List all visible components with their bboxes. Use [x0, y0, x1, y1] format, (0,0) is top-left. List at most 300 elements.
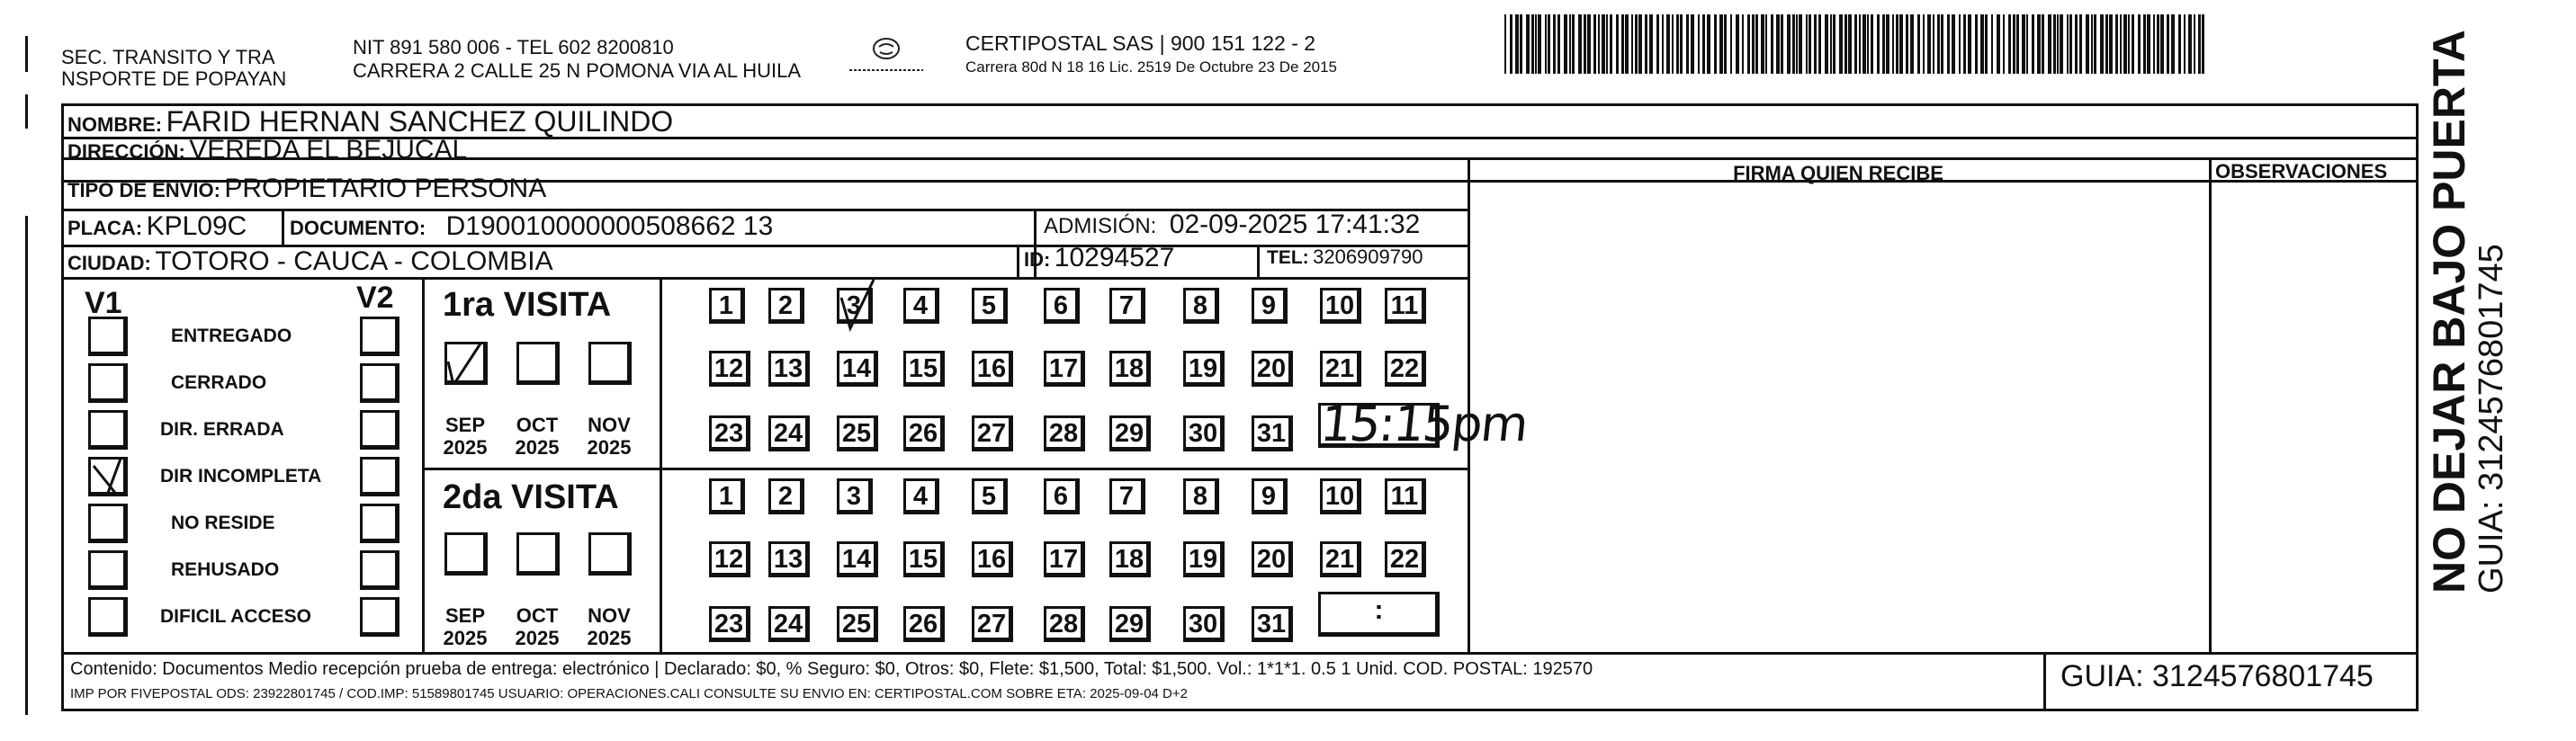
day-1[interactable]: 1 — [709, 288, 745, 324]
barcode-bar — [1707, 14, 1710, 74]
barcode-bar — [2105, 14, 2108, 74]
barcode-bar — [1672, 14, 1674, 74]
v2-checkbox[interactable] — [360, 597, 399, 637]
barcode-bar — [1680, 14, 1683, 74]
barcode-bar — [1882, 14, 1885, 74]
v1-checkbox[interactable] — [88, 504, 128, 543]
barcode-bar — [1714, 14, 1717, 74]
col-line — [2043, 652, 2046, 711]
row-line — [61, 652, 2419, 655]
day-25[interactable]: 25 — [837, 415, 878, 451]
barcode-bar — [1676, 14, 1679, 74]
barcode-bar — [2157, 14, 2159, 74]
admision-value: 02-09-2025 17:41:32 — [1169, 210, 1421, 239]
barcode-bar — [2037, 14, 2041, 74]
barcode-bar — [2086, 14, 2089, 74]
month-label: OCT 2025 — [515, 414, 560, 459]
placa-value: KPL09C — [146, 211, 247, 241]
day-8[interactable]: 8 — [1183, 288, 1219, 324]
barcode-bar — [1859, 14, 1861, 74]
barcode-bar — [1598, 14, 1600, 74]
day-6[interactable]: 6 — [1044, 288, 1080, 324]
day-28[interactable]: 28 — [1044, 415, 1085, 451]
ciudad-label: CIUDAD: — [67, 252, 151, 274]
day-19[interactable]: 19 — [1183, 541, 1225, 577]
barcode-bar — [1927, 14, 1931, 74]
barcode-bar — [2109, 14, 2113, 74]
v2-checkbox[interactable] — [360, 363, 399, 403]
barcode-bar — [1765, 14, 1767, 74]
barcode-bar — [1771, 14, 1773, 74]
day-21[interactable]: 21 — [1320, 541, 1361, 577]
barcode-bar — [1686, 14, 1689, 74]
barcode-bar — [1736, 14, 1739, 74]
barcode-bar — [1557, 14, 1560, 74]
barcode-bar — [2100, 14, 2104, 74]
barcode-bar — [2067, 14, 2069, 74]
barcode-bar — [1886, 14, 1889, 74]
barcode-bar — [2008, 14, 2011, 74]
barcode-bar — [2091, 14, 2093, 74]
v2-checkbox[interactable] — [360, 504, 399, 543]
barcode-bar — [2188, 14, 2192, 74]
barcode-bar — [2026, 14, 2028, 74]
v2-checkbox[interactable] — [360, 457, 399, 496]
documento-value: D190010000000508662 13 — [445, 211, 774, 241]
left-edge-mark — [25, 36, 28, 72]
v1-checkbox[interactable] — [88, 597, 128, 637]
direccion-label: DIRECCIÓN: — [67, 140, 185, 163]
barcode-bar — [1862, 14, 1866, 74]
col-line — [1017, 245, 1019, 277]
col-line — [660, 277, 662, 652]
v2-label: V2 — [356, 281, 394, 315]
barcode-bar — [2075, 14, 2078, 74]
tel-value: 3206909790 — [1313, 246, 1423, 268]
day-7[interactable]: 7 — [1109, 478, 1145, 514]
day-13[interactable]: 13 — [768, 541, 810, 577]
barcode-bar — [1997, 14, 2000, 74]
day-3[interactable]: 3 — [837, 288, 873, 324]
barcode-bar — [2032, 14, 2034, 74]
day-6[interactable]: 6 — [1044, 478, 1080, 514]
barcode-bar — [2198, 14, 2201, 74]
day-2[interactable]: 2 — [768, 288, 804, 324]
month-label: OCT 2025 — [515, 604, 560, 649]
footer-guia: GUIA: 3124576801745 — [2060, 659, 2374, 693]
col-line — [1257, 245, 1260, 277]
barcode-bar — [2138, 14, 2141, 74]
barcode-bar — [1635, 14, 1638, 74]
day-24[interactable]: 24 — [768, 606, 810, 642]
barcode-bar — [1698, 14, 1700, 74]
barcode-bar — [1818, 14, 1821, 74]
v2-checkbox[interactable] — [360, 410, 399, 450]
tel-label: TEL: — [1267, 247, 1309, 268]
first-visit-title: 1ra VISITA — [443, 286, 612, 324]
month-checkbox-oct[interactable] — [516, 342, 560, 385]
admision-row — [1044, 210, 1420, 240]
barcode-bar — [1952, 14, 1955, 74]
barcode-bar — [1742, 14, 1744, 74]
barcode-bar — [1666, 14, 1670, 74]
barcode-bar — [1578, 14, 1582, 74]
day-2[interactable]: 2 — [768, 478, 804, 514]
barcode-bar — [2128, 14, 2130, 74]
day-31[interactable]: 31 — [1252, 415, 1293, 451]
barcode-bar — [1899, 14, 1903, 74]
day-23[interactable]: 23 — [709, 606, 750, 642]
barcode-bar — [1848, 14, 1852, 74]
v1-checkbox[interactable] — [88, 317, 128, 356]
left-edge-mark — [25, 216, 28, 715]
v1-checkbox[interactable] — [88, 410, 128, 450]
id-row — [1024, 243, 1174, 273]
v2-checkbox[interactable] — [360, 317, 399, 356]
admision-label: ADMISIÓN: — [1044, 214, 1157, 238]
barcode-bar — [2132, 14, 2134, 74]
direccion-row — [67, 135, 467, 165]
barcode-bar — [1593, 14, 1596, 74]
day-20[interactable]: 20 — [1252, 351, 1293, 387]
day-28[interactable]: 28 — [1044, 606, 1085, 642]
barcode-bar — [1691, 14, 1694, 74]
carrier-logo — [846, 34, 927, 81]
barcode-bar — [1792, 14, 1795, 74]
barcode-bar — [2022, 14, 2025, 74]
barcode-bar — [1896, 14, 1898, 74]
day-8[interactable]: 8 — [1183, 478, 1219, 514]
month-label: SEP 2025 — [443, 604, 488, 649]
id-label: ID: — [1024, 248, 1051, 271]
day-20[interactable]: 20 — [1252, 541, 1293, 577]
day-7[interactable]: 7 — [1109, 288, 1145, 324]
barcode-bar — [1947, 14, 1950, 74]
day-11[interactable]: 11 — [1385, 478, 1426, 514]
barcode-bar — [1621, 14, 1624, 74]
day-10[interactable]: 10 — [1320, 288, 1361, 324]
barcode-bar — [1923, 14, 1925, 74]
day-25[interactable]: 25 — [837, 606, 878, 642]
barcode-bar — [1867, 14, 1869, 74]
barcode-bar — [1548, 14, 1550, 74]
day-26[interactable]: 26 — [903, 415, 945, 451]
barcode-bar — [1839, 14, 1843, 74]
barcode-bar — [1906, 14, 1908, 74]
barcode-bar — [1975, 14, 1978, 74]
side-guia: GUIA: 3124576801745 — [2473, 244, 2510, 594]
barcode-bar — [1747, 14, 1750, 74]
barcode-bar — [1610, 14, 1612, 74]
direccion-value: VEREDA EL BEJUCAL — [189, 135, 468, 165]
barcode-bar — [1649, 14, 1653, 74]
month-checkbox-nov[interactable] — [588, 532, 632, 576]
barcode-bar — [1814, 14, 1817, 74]
day-26[interactable]: 26 — [903, 606, 945, 642]
day-16[interactable]: 16 — [972, 351, 1013, 387]
carrier-address: Carrera 80d N 18 16 Lic. 2519 De Octubre 23 De 2015 — [965, 58, 1337, 76]
ciudad-row — [67, 246, 553, 277]
day-15[interactable]: 15 — [903, 541, 945, 577]
tipo-label: TIPO DE ENVIO: — [67, 179, 220, 201]
barcode-bar — [1625, 14, 1629, 74]
status-label: DIFICIL ACCESO — [160, 606, 312, 627]
day-9[interactable]: 9 — [1252, 478, 1288, 514]
footer-imp: IMP POR FIVEPOSTAL ODS: 23922801745 / COD.IMP: 51589801745 USUARIO: OPERACIONES.CALI CONSULTE SU ENVIO EN: CERTIPOSTAL.COM SOBRE ETA: 2025-09-04 D+2 — [70, 686, 1188, 701]
day-4[interactable]: 4 — [903, 288, 939, 324]
barcode-bar — [1910, 14, 1914, 74]
day-13[interactable]: 13 — [768, 351, 810, 387]
nombre-label: NOMBRE: — [67, 113, 163, 136]
barcode-bar — [1602, 14, 1605, 74]
day-16[interactable]: 16 — [972, 541, 1013, 577]
barcode-bar — [1959, 14, 1961, 74]
day-19[interactable]: 19 — [1183, 351, 1225, 387]
barcode-bar — [2178, 14, 2181, 74]
day-30[interactable]: 30 — [1183, 415, 1225, 451]
col-line — [2209, 157, 2212, 652]
day-12[interactable]: 12 — [709, 351, 750, 387]
handwritten-time: 15:15pm — [1317, 396, 1530, 452]
day-29[interactable]: 29 — [1109, 415, 1151, 451]
barcode-bar — [2202, 14, 2204, 74]
documento-label: DOCUMENTO: — [290, 217, 426, 239]
day-30[interactable]: 30 — [1183, 606, 1225, 642]
barcode-bar — [2160, 14, 2164, 74]
tipo-row — [67, 174, 546, 204]
barcode-bar — [1638, 14, 1642, 74]
day-21[interactable]: 21 — [1320, 351, 1361, 387]
footer-contenido: Contenido: Documentos Medio recepción prueba de entrega: electrónico | Declarado: $0, % Seguro: $0, Otros: $0, Flete: $1,500, Total: $1,500. Vol.: 1*1*1. 0.5 1 Unid. COD. POSTAL: 192570 — [70, 659, 1593, 679]
day-11[interactable]: 11 — [1385, 288, 1426, 324]
month-label: NOV 2025 — [587, 604, 632, 649]
barcode-bar — [1809, 14, 1811, 74]
day-17[interactable]: 17 — [1044, 351, 1085, 387]
day-14[interactable]: 14 — [837, 351, 878, 387]
barcode-bar — [1564, 14, 1567, 74]
barcode-bar — [1553, 14, 1556, 74]
barcode-bar — [1584, 14, 1586, 74]
barcode-bar — [1526, 14, 1530, 74]
month-checkbox-nov[interactable] — [588, 342, 632, 385]
carrier-info — [965, 31, 1337, 79]
observaciones-header: OBSERVACIONES — [2215, 160, 2388, 183]
barcode-bar — [2069, 14, 2072, 74]
month-checkbox-oct[interactable] — [516, 532, 560, 576]
day-9[interactable]: 9 — [1252, 288, 1288, 324]
month-checkbox-sep[interactable] — [444, 532, 488, 576]
barcode-bar — [1631, 14, 1633, 74]
barcode-bar — [1917, 14, 1920, 74]
barcode-bar — [2171, 14, 2175, 74]
status-label: DIR. ERRADA — [160, 419, 284, 440]
sender-line1: SEC. TRANSITO Y TRA — [61, 46, 275, 68]
sender-name — [61, 47, 286, 90]
barcode-bar — [1892, 14, 1894, 74]
barcode-bar — [1761, 14, 1764, 74]
barcode-bar — [1515, 14, 1519, 74]
placa-row — [67, 211, 247, 242]
sender-contact — [353, 36, 801, 83]
barcode-bar — [1587, 14, 1591, 74]
time-placeholder: : — [1374, 595, 1384, 625]
firma-header: FIRMA QUIEN RECIBE — [1733, 162, 1943, 184]
day-24[interactable]: 24 — [768, 415, 810, 451]
barcode-bar — [1833, 14, 1836, 74]
barcode-bar — [1799, 14, 1802, 74]
barcode-bar — [2147, 14, 2150, 74]
barcode-bar — [1520, 14, 1522, 74]
barcode-bar — [2143, 14, 2146, 74]
tel-row — [1267, 246, 1423, 269]
barcode-bar — [1730, 14, 1732, 74]
barcode-bar — [1796, 14, 1798, 74]
day-27[interactable]: 27 — [972, 415, 1013, 451]
barcode-bar — [2120, 14, 2122, 74]
barcode-bar — [2115, 14, 2118, 74]
barcode-bar — [1724, 14, 1727, 74]
barcode-bar — [2060, 14, 2063, 74]
barcode-bar — [1825, 14, 1828, 74]
barcode-bar — [1844, 14, 1847, 74]
side-text — [2426, 30, 2510, 594]
barcode-bar — [2057, 14, 2059, 74]
barcode-bar — [2184, 14, 2186, 74]
barcode-bar — [1616, 14, 1619, 74]
barcode-bar — [1572, 14, 1575, 74]
status-label: DIR INCOMPLETA — [160, 466, 322, 487]
barcode-bar — [2013, 14, 2015, 74]
barcode-bar — [1702, 14, 1705, 74]
barcode — [1504, 14, 2206, 74]
barcode-bar — [1538, 14, 1541, 74]
barcode-bar — [2048, 14, 2051, 74]
barcode-bar — [1645, 14, 1647, 74]
barcode-bar — [1781, 14, 1783, 74]
day-5[interactable]: 5 — [972, 288, 1008, 324]
day-17[interactable]: 17 — [1044, 541, 1085, 577]
status-label: ENTREGADO — [171, 326, 292, 346]
col-line — [422, 277, 425, 652]
day-22[interactable]: 22 — [1385, 351, 1426, 387]
v1-label: V1 — [85, 286, 122, 320]
barcode-bar — [2053, 14, 2056, 74]
nombre-row — [67, 105, 673, 138]
v1-checkbox[interactable] — [88, 363, 128, 403]
month-label: SEP 2025 — [443, 414, 488, 459]
v2-checkbox[interactable] — [360, 550, 399, 590]
barcode-bar — [1535, 14, 1537, 74]
barcode-bar — [1941, 14, 1943, 74]
day-3[interactable]: 3 — [837, 478, 873, 514]
barcode-bar — [1877, 14, 1880, 74]
barcode-bar — [1504, 14, 1506, 74]
barcode-bar — [1968, 14, 1971, 74]
ciudad-value: TOTORO - CAUCA - COLOMBIA — [155, 246, 553, 276]
barcode-bar — [1854, 14, 1857, 74]
barcode-bar — [2153, 14, 2155, 74]
second-visit-title: 2da VISITA — [443, 478, 619, 516]
row-line — [422, 468, 1469, 470]
day-18[interactable]: 18 — [1109, 351, 1151, 387]
barcode-bar — [1871, 14, 1873, 74]
row-line — [61, 277, 1469, 280]
barcode-bar — [2094, 14, 2096, 74]
placa-label: PLACA: — [67, 217, 143, 239]
barcode-bar — [1806, 14, 1808, 74]
carrier-name: CERTIPOSTAL SAS | 900 151 122 - 2 — [965, 31, 1316, 55]
barcode-bar — [1656, 14, 1659, 74]
day-31[interactable]: 31 — [1252, 606, 1293, 642]
sender-nit: NIT 891 580 006 - TEL 602 8200810 — [353, 36, 674, 58]
col-line — [282, 209, 284, 245]
barcode-bar — [1662, 14, 1664, 74]
barcode-bar — [2167, 14, 2169, 74]
barcode-bar — [1830, 14, 1832, 74]
day-27[interactable]: 27 — [972, 606, 1013, 642]
barcode-bar — [1606, 14, 1608, 74]
barcode-bar — [1510, 14, 1512, 74]
barcode-bar — [1991, 14, 1993, 74]
barcode-bar — [1752, 14, 1755, 74]
barcode-bar — [1933, 14, 1934, 74]
barcode-bar — [1980, 14, 1984, 74]
day-18[interactable]: 18 — [1109, 541, 1151, 577]
barcode-bar — [1985, 14, 1988, 74]
barcode-bar — [1937, 14, 1940, 74]
barcode-bar — [1787, 14, 1791, 74]
day-4[interactable]: 4 — [903, 478, 939, 514]
sender-line2: NSPORTE DE POPAYAN — [61, 67, 287, 90]
barcode-bar — [1531, 14, 1534, 74]
day-29[interactable]: 29 — [1109, 606, 1151, 642]
day-23[interactable]: 23 — [709, 415, 750, 451]
status-label: NO RESIDE — [171, 513, 275, 533]
nombre-value: FARID HERNAN SANCHEZ QUILINDO — [166, 105, 674, 138]
documento-row — [290, 211, 773, 242]
day-22[interactable]: 22 — [1385, 541, 1426, 577]
side-warning: NO DEJAR BAJO PUERTA — [2424, 30, 2474, 594]
day-10[interactable]: 10 — [1320, 478, 1361, 514]
day-15[interactable]: 15 — [903, 351, 945, 387]
v1-checkbox[interactable] — [88, 457, 128, 496]
month-label: NOV 2025 — [587, 414, 632, 459]
left-edge-mark — [25, 94, 28, 129]
barcode-bar — [1963, 14, 1966, 74]
day-5[interactable]: 5 — [972, 478, 1008, 514]
barcode-bar — [1545, 14, 1547, 74]
v1-checkbox[interactable] — [88, 550, 128, 590]
status-label: CERRADO — [171, 372, 267, 393]
sender-address: CARRERA 2 CALLE 25 N POMONA VIA AL HUILA — [353, 59, 802, 82]
id-value: 10294527 — [1054, 243, 1175, 272]
barcode-bar — [2003, 14, 2005, 74]
month-checkbox-sep[interactable] — [444, 342, 488, 385]
barcode-bar — [2042, 14, 2044, 74]
barcode-bar — [1569, 14, 1571, 74]
barcode-bar — [2194, 14, 2195, 74]
barcode-bar — [2079, 14, 2082, 74]
day-1[interactable]: 1 — [709, 478, 745, 514]
day-14[interactable]: 14 — [837, 541, 878, 577]
day-12[interactable]: 12 — [709, 541, 750, 577]
barcode-bar — [2123, 14, 2127, 74]
status-label: REHUSADO — [171, 559, 280, 580]
tipo-value: PROPIETARIO PERSONA — [224, 174, 547, 203]
barcode-bar — [1776, 14, 1780, 74]
barcode-bar — [2016, 14, 2019, 74]
barcode-bar — [1719, 14, 1723, 74]
